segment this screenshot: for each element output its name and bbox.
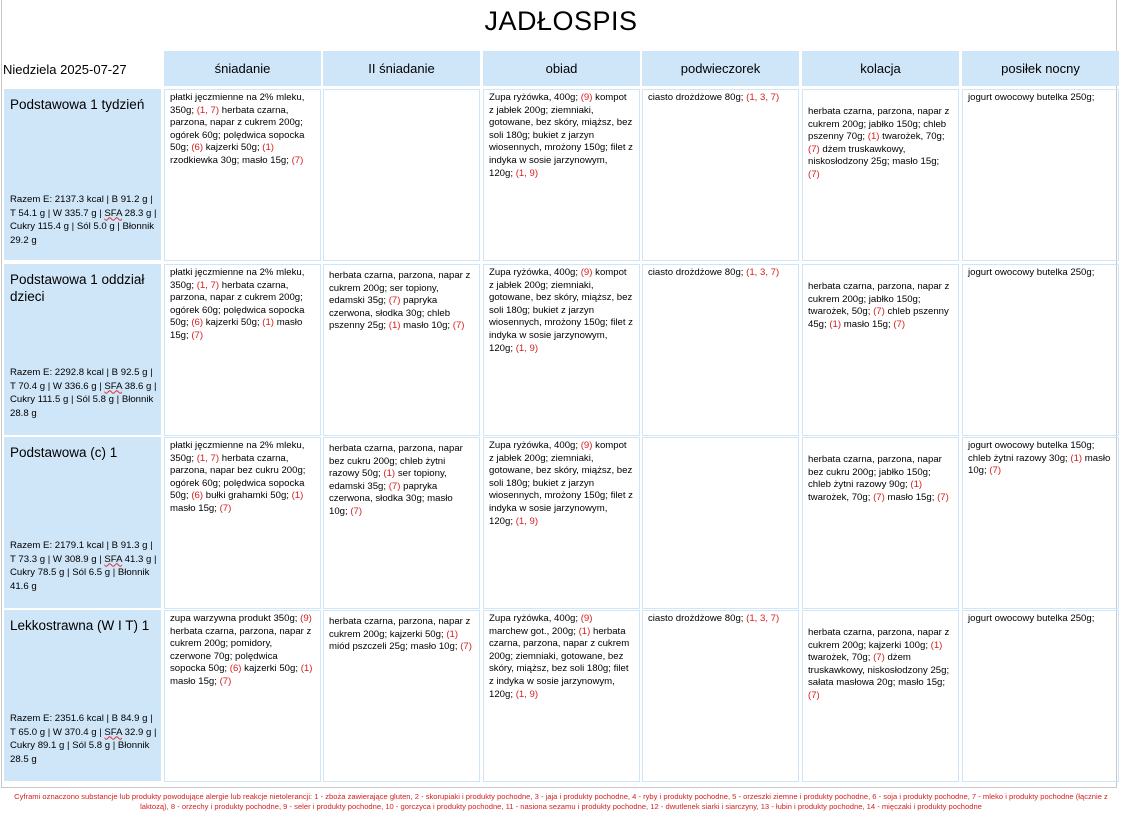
allergen-codes: (7) [388, 480, 401, 492]
meal-item-text: płatki jęczmienne na 2% mleku, 350g; [170, 267, 305, 291]
meal-item-text: rzodkiewka 30g; masło 15g; [170, 154, 292, 166]
meal-cell-kolacja [802, 264, 959, 436]
allergen-codes: (1, 9) [515, 167, 539, 179]
allergen-codes: (7) [219, 675, 232, 687]
nutrition-summary-text: 41.3 g | Cukry 78.5 g | Sól 6.5 g | Błonnik 41.6 g [10, 553, 157, 592]
meal-cell-posiłek-nocny [962, 89, 1119, 261]
diet-name: Podstawowa (c) 1 [10, 445, 118, 460]
meal-item-text: dżem truskawkowy, niskosłodzony 25g; sałata masłowa 20g; masło 15g; [808, 652, 950, 689]
meal-item-text: herbata czarna, parzona, napar bez cukru 200g; ogórek 60g; polędwica sopocka 50g; [170, 452, 306, 502]
meal-item-text: płatki jęczmienne na 2% mleku, 350g; [170, 92, 305, 116]
allergen-codes: (1) [446, 628, 459, 640]
meal-item-text: jogurt owocowy butelka 250g; [968, 267, 1095, 278]
meal-cell-obiad [483, 89, 640, 261]
allergen-codes: (1, 9) [515, 515, 539, 527]
meal-cell-ii-śniadanie [323, 89, 480, 261]
allergen-codes: (9) [580, 613, 593, 624]
meal-item-text: zupa warzywna produkt 350g; [170, 613, 301, 624]
allergen-codes: (1) [829, 318, 842, 330]
diet-row-header [4, 437, 161, 608]
meal-cell-posiłek-nocny [962, 437, 1119, 609]
allergen-codes: (9) [580, 92, 593, 103]
allergen-codes: (6) [229, 663, 242, 675]
meal-item-text: herbata czarna, parzona, napar z cukrem 200g; ser topiony, edamski 35g; [329, 270, 471, 307]
column-header: śniadanie [164, 51, 321, 86]
allergen-codes: (1, 9) [515, 342, 539, 354]
meal-item-text: ciasto drożdżowe 80g; [648, 613, 747, 624]
allergen-footnote: Cyframi oznaczono substancje lub produkty powodujące alergie lub reakcje nietolerancji: 1 - zboża zawierające gluten, 2 - skorupiaki i produkty pochodne, 3 - jaja i produkty pochodne, 4 - ryby i produkty pochodne, 5 - orzeszki ziemne i produkty pochodne, 6 - soja i produkty pochodne, 7 - mleko i produkty pochodne (łącznie z laktozą), 8 - orzechy i produkty pochodne, 9 - seler i produkty pochodne, 10 - gorczyca i produkty pochodne, 11 - nasiona sezamu i produkty pochodne, 12 - dwutlenek siarki i siarczyny, 13 - łubin i produkty pochodne, 14 - mięczaki i produkty pochodne [14, 792, 1108, 811]
meal-cell-obiad [483, 264, 640, 436]
allergen-codes: (7) [873, 306, 885, 318]
allergen-codes: (1) [300, 663, 313, 675]
meal-item-text: herbata czarna, parzona, napar z cukrem 200g; kajzerki 50g; [329, 616, 471, 640]
meal-item-text: kompot z jabłek 200g; ziemniaki, gotowane, bez skóry, miąższ, bez soli 180g; bukiet z jarzyn wiosennych, mrożony 150g; filet z indyka w sosie jarzynowym, 120g; [489, 92, 633, 179]
meal-cell-śniadanie [164, 264, 321, 436]
meal-item-text: masło 10g; [403, 320, 453, 332]
allergen-codes: (1, 7) [196, 104, 220, 116]
meal-item-text: herbata czarna, parzona, napar bez cukru 200g; jabłko 150g; chleb żytni razowy 90g; [808, 454, 942, 491]
nutrition-summary-text: 38.6 g | Cukry 111.5 g | Sól 5.8 g | Błonnik 28.8 g [10, 380, 157, 419]
nutrition-summary [10, 539, 160, 593]
sfa-label: SFA [104, 553, 123, 565]
column-header: obiad [483, 51, 640, 86]
meal-item-text: herbata czarna, parzona, napar z cukrem 200g; jabłko 150g; chleb pszenny 70g; [808, 106, 950, 143]
meal-item-text: herbata czarna, parzona, napar z cukrem 200g; ziemniaki, gotowane, bez skóry, miąższ, bez soli 180g; filet z indyka w sosie jarzynowym, 120g; [489, 625, 630, 700]
allergen-codes: (1) [262, 142, 275, 154]
meal-cell-ii-śniadanie [323, 437, 480, 609]
diet-row-header [4, 610, 161, 781]
allergen-codes: (7) [350, 505, 363, 517]
allergen-codes: (1, 9) [515, 688, 539, 700]
allergen-codes: (7) [937, 491, 949, 503]
meal-item-text: herbata czarna, parzona, napar bez cukru 200g; chleb żytni razowy 50g; [329, 443, 463, 480]
allergen-codes: (7) [893, 318, 906, 330]
meal-item-text: Zupa ryżówka, 400g; [489, 92, 581, 103]
allergen-codes: (1) [910, 479, 923, 491]
allergen-codes: (1) [578, 625, 591, 637]
meal-item-text: twarożek, 70g; [882, 131, 945, 143]
column-header: podwieczorek [642, 51, 799, 86]
meal-item-text: herbata czarna, parzona, napar z cukrem 200g; ogórek 60g; polędwica sopocka 50g; [170, 279, 305, 329]
meal-item-text: masło 15g; [170, 675, 220, 687]
allergen-codes: (1, 7) [196, 279, 220, 291]
allergen-codes: (1, 3, 7) [746, 267, 780, 278]
meal-item-text: Zupa ryżówka, 400g; [489, 613, 581, 624]
meal-item-text: kajzerki 50g; [205, 317, 263, 329]
meal-cell-podwieczorek [642, 89, 799, 261]
nutrition-summary-text: 32.9 g | Cukry 89.1 g | Sól 5.8 g | Błonnik 28.5 g [10, 726, 157, 765]
sfa-label: SFA [104, 380, 123, 392]
meal-cell-posiłek-nocny [962, 264, 1119, 436]
meal-item-text: ser topiony, edamski 35g; [329, 468, 447, 492]
sfa-label: SFA [104, 207, 123, 219]
meal-item-text: kajzerki 50g; [244, 663, 301, 675]
meal-item-text: papryka czerwona, słodka 30g; chleb pszenny 25g; [329, 295, 451, 332]
meal-item-text: Zupa ryżówka, 400g; [489, 440, 581, 451]
allergen-codes: (9) [300, 613, 312, 624]
meal-item-text: herbata czarna, parzona, napar z cukrem 200g; pomidory, czerwone 70g; polędwica sopocka 50g; [170, 625, 312, 675]
nutrition-summary-text: Razem E: 2292.8 kcal | B 92.5 g | T 70.4 g | W 336.6 g | [10, 367, 153, 392]
allergen-codes: (7) [191, 329, 204, 341]
meal-item-text: herbata czarna, parzona, napar z cukrem 200g; kajzerki 100g; [808, 627, 950, 651]
meal-item-text: kompot z jabłek 200g; ziemniaki, gotowane, bez skóry, miąższ, bez soli 180g; bukiet z jarzyn wiosennych, mrożony 150g; filet z indyka w sosie jarzynowym, 120g; [489, 267, 633, 354]
allergen-codes: (1, 3, 7) [746, 613, 780, 624]
nutrition-summary [10, 712, 160, 766]
allergen-codes: (1) [388, 320, 401, 332]
allergen-codes: (1) [1070, 452, 1083, 464]
meal-item-text: masło 15g; [887, 491, 938, 503]
meal-item-text: twarożek, 70g; [808, 652, 874, 664]
meal-item-text: herbata czarna, parzona, napar z cukrem 200g; ogórek 60g; polędwica sopocka 50g; [170, 104, 305, 154]
meal-cell-obiad [483, 437, 640, 609]
meal-cell-śniadanie [164, 610, 321, 782]
date-label: Niedziela 2025-07-27 [3, 62, 127, 77]
meal-item-text: herbata czarna, parzona, napar z cukrem 200g; jabłko 150g; twarożek, 50g; [808, 281, 950, 318]
meal-item-text: bułki grahamki 50g; [205, 490, 292, 502]
diet-row-header [4, 264, 161, 435]
allergen-codes: (1) [383, 468, 396, 480]
column-header: posiłek nocny [962, 51, 1119, 86]
meal-item-text: kajzerki 50g; [205, 142, 263, 154]
meal-cell-śniadanie [164, 437, 321, 609]
meal-cell-posiłek-nocny [962, 610, 1119, 782]
nutrition-summary [10, 193, 160, 247]
meal-cell-kolacja [802, 89, 959, 261]
meal-item-text: jogurt owocowy butelka 250g; [968, 613, 1095, 624]
allergen-codes: (7) [808, 689, 820, 701]
meal-item-text: masło 15g; [170, 502, 220, 514]
meal-cell-podwieczorek [642, 610, 799, 782]
meal-item-text: ciasto drożdżowe 80g; [648, 92, 747, 103]
nutrition-summary-text: Razem E: 2179.1 kcal | B 91.3 g | T 73.3 g | W 308.9 g | [10, 540, 153, 565]
allergen-codes: (6) [191, 142, 204, 154]
diet-name: Podstawowa 1 oddział dzieci [10, 272, 145, 304]
column-header: kolacja [802, 51, 959, 86]
meal-cell-ii-śniadanie [323, 264, 480, 436]
allergen-codes: (7) [808, 143, 820, 155]
allergen-codes: (6) [191, 317, 204, 329]
allergen-codes: (1) [867, 131, 880, 143]
allergen-codes: (1, 7) [196, 452, 220, 464]
nutrition-summary-text: 28.3 g | Cukry 115.4 g | Sól 5.0 g | Błonnik 29.2 g [10, 207, 157, 246]
meal-item-text: płatki jęczmienne na 2% mleku, 350g; [170, 440, 305, 464]
meal-item-text: miód pszczeli 25g; masło 10g; [329, 641, 461, 653]
meal-item-text: marchew got., 200g; [489, 625, 579, 637]
meal-item-text: Zupa ryżówka, 400g; [489, 267, 581, 278]
allergen-codes: (7) [989, 465, 1002, 477]
allergen-codes: (7) [291, 154, 304, 166]
meal-item-text: jogurt owocowy butelka 250g; [968, 92, 1095, 103]
allergen-codes: (9) [580, 440, 593, 451]
allergen-codes: (7) [808, 168, 820, 180]
allergen-codes: (9) [580, 267, 593, 278]
sfa-label: SFA [104, 726, 123, 738]
meal-item-text: dżem truskawkowy, niskosłodzony 25g; masło 15g; [808, 143, 940, 168]
allergen-codes: (7) [873, 652, 885, 664]
allergen-codes: (7) [219, 502, 232, 514]
allergen-codes: (7) [460, 641, 472, 653]
meal-item-text: masło 10g; [968, 452, 1111, 477]
meal-item-text: twarożek, 70g; [808, 491, 874, 503]
allergen-codes: (1) [291, 490, 304, 502]
meal-cell-podwieczorek [642, 264, 799, 436]
meal-cell-kolacja [802, 610, 959, 782]
nutrition-summary-text: Razem E: 2137.3 kcal | B 91.2 g | T 54.1 g | W 335.7 g | [10, 194, 153, 219]
meal-item-text: chleb pszenny 45g; [808, 306, 949, 330]
meal-item-text: kompot z jabłek 200g; ziemniaki, gotowane, bez skóry, miąższ, bez soli 180g; bukiet z jarzyn wiosennych, mrożony 150g; filet z indyka w sosie jarzynowym, 120g; [489, 440, 633, 527]
allergen-codes: (7) [452, 320, 465, 332]
diet-name: Lekkostrawna (W I T) 1 [10, 618, 150, 633]
meal-cell-ii-śniadanie [323, 610, 480, 782]
meal-cell-śniadanie [164, 89, 321, 261]
nutrition-summary [10, 366, 160, 420]
allergen-codes: (7) [388, 295, 401, 307]
meal-cell-kolacja [802, 437, 959, 609]
meal-item-text: masło 15g; [170, 317, 303, 341]
allergen-codes: (1) [262, 317, 275, 329]
allergen-codes: (7) [873, 491, 885, 503]
allergen-codes: (1) [930, 639, 943, 651]
meal-item-text: ciasto drożdżowe 80g; [648, 267, 747, 278]
column-header: II śniadanie [323, 51, 480, 86]
page-title: JADŁOSPIS [484, 6, 638, 36]
diet-name: Podstawowa 1 tydzień [10, 97, 145, 112]
meal-cell-obiad [483, 610, 640, 782]
meal-item-text: jogurt owocowy butelka 150g; chleb żytni razowy 30g; [968, 440, 1095, 464]
nutrition-summary-text: Razem E: 2351.6 kcal | B 84.9 g | T 65.0 g | W 370.4 g | [10, 713, 153, 738]
diet-row-header [4, 89, 161, 260]
meal-item-text: papryka czerwona, słodka 30g; masło 10g; [329, 480, 453, 517]
allergen-codes: (6) [191, 490, 204, 502]
meal-cell-podwieczorek [642, 437, 799, 609]
allergen-codes: (1, 3, 7) [746, 92, 780, 103]
meal-item-text: masło 15g; [843, 318, 894, 330]
